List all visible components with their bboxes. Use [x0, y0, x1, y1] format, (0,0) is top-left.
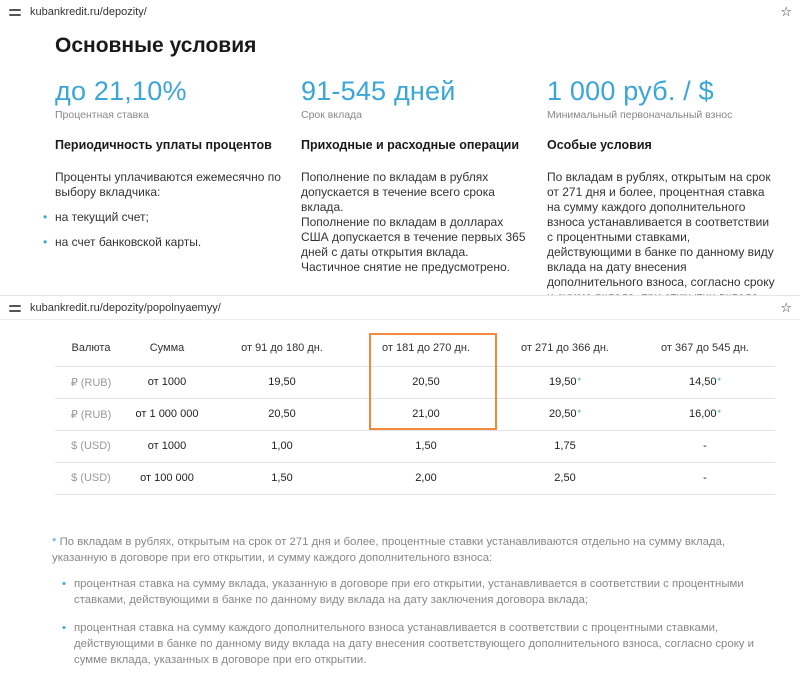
- cell-rate: [495, 398, 635, 430]
- stat-label: Процентная ставка: [55, 109, 149, 121]
- cell-rate: 2,00: [357, 462, 495, 494]
- cell-rate: 20,50: [357, 366, 495, 398]
- cell-rate: 2,50: [495, 462, 635, 494]
- address-bar-bottom[interactable]: [0, 295, 800, 319]
- cell-currency: $ (USD): [55, 462, 127, 494]
- header-amount: Сумма: [127, 330, 207, 366]
- list-item: • на текущий счет;: [45, 210, 285, 225]
- list-item: • процентная ставка на сумму каждого дополнительного взноса устанавливается в соответствии с процентными ставками, действующими в банке по данному виду вклада на дату внесения соответствующего дополнительного взноса, согласно сроку и сумме вклада, указанных в договоре при его открытии.: [62, 620, 782, 668]
- table-row: [55, 430, 775, 462]
- site-settings-icon[interactable]: [8, 5, 22, 19]
- column-text: Пополнение по вкладам в рублях допускается в течение всего срока вклада.: [301, 170, 495, 214]
- payment-options-list: [55, 210, 285, 250]
- url-text-top[interactable]: kubankredit.ru/depozity/: [30, 6, 147, 18]
- footnotes: [52, 534, 782, 680]
- stat-term: [301, 76, 456, 121]
- url-text-bottom[interactable]: kubankredit.ru/depozity/popolnyaemyy/: [30, 301, 221, 314]
- stat-value: 91-545 дней: [301, 76, 456, 106]
- cell-amount: от 1000: [127, 430, 207, 462]
- header-term-3: от 271 до 366 дн.: [495, 330, 635, 366]
- cell-rate: -: [635, 430, 775, 462]
- cell-rate: -: [635, 462, 775, 494]
- column-text: Частичное снятие не предусмотрено.: [301, 260, 510, 274]
- column-text: Пополнение по вкладам в долларах США допускается в течение первых 365 дней с даты открытия вклада.: [301, 215, 526, 259]
- column-heading: Приходные и расходные операции: [301, 138, 520, 152]
- stat-value: до 21,10%: [55, 76, 187, 106]
- page-title: Основные условия: [55, 34, 257, 57]
- header-term-2: от 181 до 270 дн.: [357, 330, 495, 366]
- bookmark-star-icon[interactable]: ☆: [780, 4, 792, 19]
- cell-rate: [495, 366, 635, 398]
- cell-rate: 19,50: [207, 366, 357, 398]
- cell-amount: от 1 000 000: [127, 398, 207, 430]
- footnote-mark: *: [717, 408, 722, 418]
- cell-rate: 1,50: [207, 462, 357, 494]
- cell-currency: ₽ (RUB): [55, 398, 127, 430]
- stat-rate: [55, 76, 187, 121]
- table-row: [55, 462, 775, 494]
- conditions-section: [0, 24, 800, 295]
- footnote-mark: *: [577, 376, 582, 386]
- address-bar-top[interactable]: [0, 0, 800, 24]
- bookmark-star-icon[interactable]: ☆: [780, 299, 792, 315]
- rate-value: 16,00: [688, 408, 717, 420]
- cell-currency: ₽ (RUB): [55, 366, 127, 398]
- column-text: По вкладам в рублях, открытым на срок от 271 дня и более, процентная ставка на сумму каждого дополнительного взноса устанавливается в соответствии с процентными ставками, действующими в банке по данному виду вклада на дату внесения дополнительного взноса, согласно сроку: [547, 170, 775, 289]
- footnote-intro: [52, 534, 782, 566]
- operations-column: [301, 138, 531, 275]
- stat-min-deposit: [547, 76, 732, 121]
- column-heading: Особые условия: [547, 138, 652, 152]
- footnote-asterisk: *: [52, 536, 57, 548]
- cell-rate: 1,75: [495, 430, 635, 462]
- header-term-1: от 91 до 180 дн.: [207, 330, 357, 366]
- header-term-4: от 367 до 545 дн.: [635, 330, 775, 366]
- cell-rate: 1,00: [207, 430, 357, 462]
- site-settings-icon[interactable]: [8, 301, 22, 315]
- highlight-box: [369, 333, 497, 430]
- cell-rate: 20,50: [207, 398, 357, 430]
- rate-value: 19,50: [548, 376, 577, 388]
- cell-rate: 21,00: [357, 398, 495, 430]
- footnote-intro-text: По вкладам в рублях, открытым на срок от 271 дня и более, процентные ставки устанавливаются отдельно на сумму вклада, указанную в договоре при его открытии, и сумму каждого дополнительного взноса:: [52, 536, 726, 564]
- stat-value: 1 000 руб. / $: [547, 76, 714, 106]
- footnote-list: [52, 576, 782, 668]
- cell-rate: [635, 366, 775, 398]
- cell-amount: от 100 000: [127, 462, 207, 494]
- column-heading: Периодичность уплаты процентов: [55, 138, 272, 152]
- cell-rate: [635, 398, 775, 430]
- stat-label: Минимальный первоначальный взнос: [547, 109, 733, 121]
- list-item: • процентная ставка на сумму вклада, указанную в договоре при его открытии, устанавливается в соответствии с процентными ставками, действующими в банке по данному виду вклада на дату заключения договора вклада;: [62, 576, 782, 608]
- cell-currency: $ (USD): [55, 430, 127, 462]
- cell-amount: от 1000: [127, 366, 207, 398]
- footnote-mark: *: [717, 376, 722, 386]
- rate-value: 20,50: [548, 408, 577, 420]
- list-item: • на счет банковской карты.: [45, 235, 285, 250]
- cell-rate: 1,50: [357, 430, 495, 462]
- special-conditions-column: [547, 138, 777, 305]
- rate-value: 14,50: [688, 376, 717, 388]
- footnote-mark: *: [577, 408, 582, 418]
- interest-payment-column: [55, 138, 285, 260]
- stat-label: Срок вклада: [301, 109, 362, 121]
- column-text: Проценты уплачиваются ежемесячно по выбору вкладчика:: [55, 170, 281, 199]
- header-currency: Валюта: [55, 330, 127, 366]
